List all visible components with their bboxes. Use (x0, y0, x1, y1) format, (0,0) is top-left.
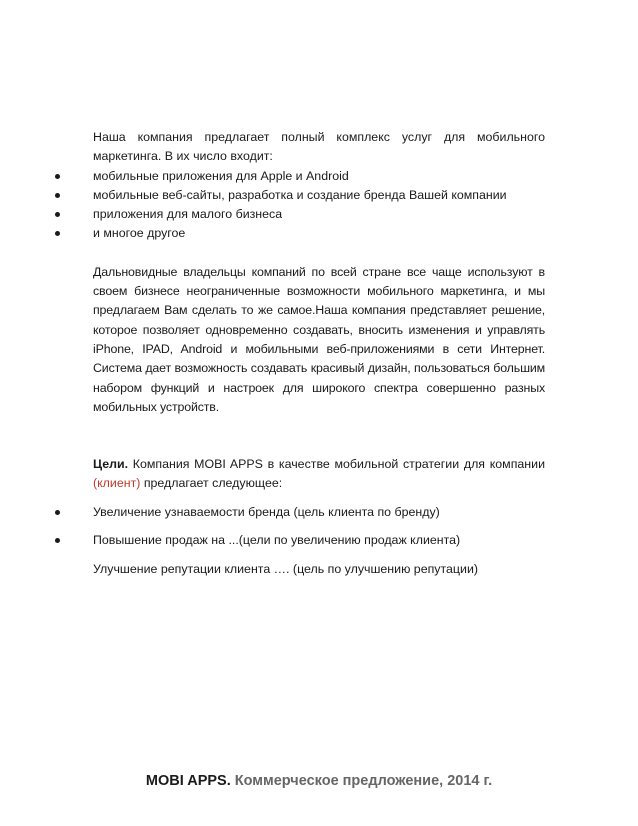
intro-paragraph: Наша компания предлагает полный комплекс услуг для мобильного маркетинга. В их число входит: (93, 130, 545, 164)
bullet-icon (55, 538, 60, 543)
bullet-icon (55, 212, 60, 217)
reputation-line: Улучшение репутации клиента …. (цель по улучшению репутации) (93, 562, 478, 577)
bullet-icon (55, 510, 60, 515)
footer-brand: MOBI APPS. (145, 773, 231, 789)
page-footer (0, 773, 638, 789)
list-item: приложения для малого бизнеса (93, 205, 545, 224)
goals-paragraph: Цели. Компания MOBI APPS в качестве мобильной стратегии для компании (клиент) предлагает следующее: (93, 457, 545, 491)
list-item: Увеличение узнаваемости бренда (цель клиента по бренду) (93, 503, 545, 522)
list-item: и многое другое (93, 224, 545, 243)
goals-list (93, 503, 545, 551)
goals-title: Цели. (93, 457, 129, 472)
document-body (93, 128, 545, 580)
footer-subtitle: Коммерческое предложение, 2014 г. (230, 773, 493, 789)
bullet-icon (55, 193, 60, 198)
marketing-paragraph: Дальновидные владельцы компаний по всей стране все чаще используют в своем бизнесе неограниченные возможности мобильного маркетинга, и мы предлагаем Вам сделать то же самое.Наша компания представляет решение, которое позволяет одновременно создавать, вносить изменения и управлять iPhone, IPAD, Android и мобильными веб-приложениями в сети Интернет. Система дает возможность создавать красивый дизайн, пользоваться большим набором функций и настроек для широкого спектра совершенно разных мобильных устройств. (93, 264, 545, 414)
list-item: Повышение продаж на ...(цели по увеличению продаж клиента) (93, 531, 545, 550)
services-list (93, 167, 545, 244)
list-item: мобильные веб-сайты, разработка и создание бренда Вашей компании (93, 186, 545, 205)
client-placeholder: (клиент) (93, 476, 141, 491)
list-item: мобильные приложения для Apple и Android (93, 167, 545, 186)
bullet-icon (55, 174, 60, 179)
bullet-icon (55, 231, 60, 236)
